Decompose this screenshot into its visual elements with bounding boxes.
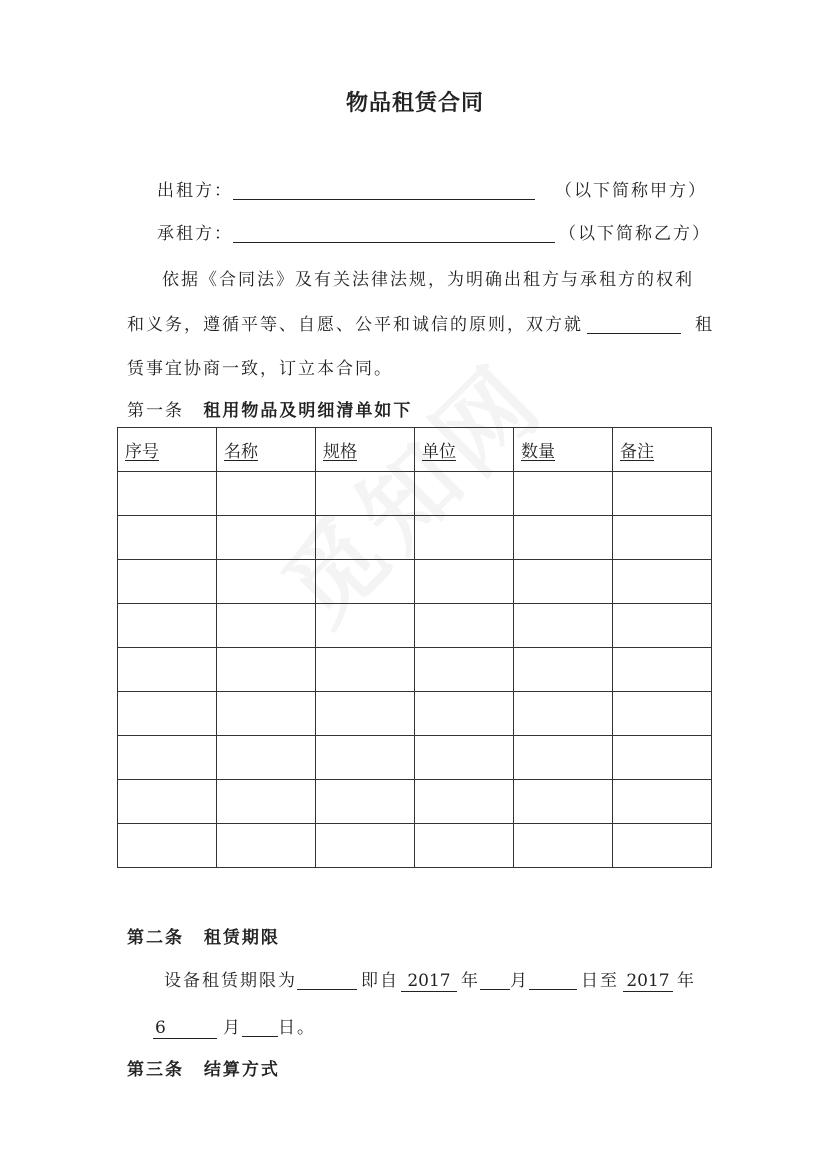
contract-title: 物品租赁合同 bbox=[345, 91, 484, 116]
header-serial: 序号 bbox=[118, 428, 217, 472]
table-cell[interactable] bbox=[514, 692, 613, 736]
table-cell[interactable] bbox=[514, 824, 613, 868]
start-month-field[interactable] bbox=[480, 971, 510, 990]
table-row bbox=[118, 824, 712, 868]
table-cell[interactable] bbox=[415, 736, 514, 780]
table-cell[interactable] bbox=[613, 736, 712, 780]
table-row bbox=[118, 560, 712, 604]
table-cell[interactable] bbox=[415, 780, 514, 824]
lessor-name-field[interactable] bbox=[233, 181, 535, 200]
table-cell[interactable] bbox=[217, 780, 316, 824]
preamble-line-1: 依据《合同法》及有关法律法规，为明确出租方与承租方的权利 bbox=[162, 270, 694, 290]
table-cell[interactable] bbox=[217, 648, 316, 692]
term-text-2: 即自 bbox=[361, 971, 399, 991]
article-3-title: 结算方式 bbox=[203, 1060, 280, 1080]
article-3-label: 第三条 bbox=[127, 1060, 184, 1080]
lease-duration-field[interactable] bbox=[297, 971, 357, 990]
header-quantity: 数量 bbox=[514, 428, 613, 472]
table-cell[interactable] bbox=[316, 516, 415, 560]
table-cell[interactable] bbox=[316, 604, 415, 648]
lease-term-line-1 bbox=[164, 966, 696, 992]
term-text-8: 日。 bbox=[278, 1018, 316, 1038]
lessor-line bbox=[157, 176, 707, 201]
header-unit: 单位 bbox=[415, 428, 514, 472]
table-cell[interactable] bbox=[415, 516, 514, 560]
table-row bbox=[118, 472, 712, 516]
table-cell[interactable] bbox=[118, 648, 217, 692]
table-cell[interactable] bbox=[415, 604, 514, 648]
lessee-label: 承租方： bbox=[157, 224, 233, 244]
article-1-heading bbox=[127, 396, 412, 421]
lease-subject-field[interactable] bbox=[587, 315, 681, 334]
table-cell[interactable] bbox=[217, 604, 316, 648]
table-cell[interactable] bbox=[613, 604, 712, 648]
header-remarks: 备注 bbox=[613, 428, 712, 472]
table-cell[interactable] bbox=[613, 824, 712, 868]
table-cell[interactable] bbox=[316, 648, 415, 692]
table-cell[interactable] bbox=[415, 824, 514, 868]
table-cell[interactable] bbox=[118, 604, 217, 648]
table-cell[interactable] bbox=[613, 516, 712, 560]
table-row bbox=[118, 604, 712, 648]
table-cell[interactable] bbox=[217, 824, 316, 868]
table-cell[interactable] bbox=[217, 560, 316, 604]
article-1-label: 第一条 bbox=[127, 401, 184, 421]
table-cell[interactable] bbox=[316, 824, 415, 868]
table-cell[interactable] bbox=[118, 560, 217, 604]
lease-term-line-2 bbox=[153, 1013, 316, 1039]
header-spec: 规格 bbox=[316, 428, 415, 472]
table-cell[interactable] bbox=[415, 692, 514, 736]
header-name: 名称 bbox=[217, 428, 316, 472]
term-text-4: 月 bbox=[510, 971, 529, 991]
table-cell[interactable] bbox=[514, 780, 613, 824]
table-cell[interactable] bbox=[415, 472, 514, 516]
end-month-field[interactable]: 6 bbox=[153, 1018, 217, 1039]
table-cell[interactable] bbox=[415, 560, 514, 604]
table-cell[interactable] bbox=[613, 780, 712, 824]
term-text-7: 月 bbox=[223, 1018, 242, 1038]
table-cell[interactable] bbox=[217, 516, 316, 560]
preamble-text-2b: 租 bbox=[695, 315, 714, 335]
term-text-6: 年 bbox=[677, 971, 696, 991]
term-text-1: 设备租赁期限为 bbox=[164, 971, 297, 991]
table-cell[interactable] bbox=[118, 736, 217, 780]
table-cell[interactable] bbox=[118, 516, 217, 560]
article-3-heading bbox=[127, 1055, 280, 1080]
preamble-text-2a: 和义务，遵循平等、自愿、公平和诚信的原则，双方就 bbox=[127, 315, 583, 335]
lessor-label: 出租方： bbox=[157, 181, 233, 201]
table-cell[interactable] bbox=[316, 736, 415, 780]
table-cell[interactable] bbox=[514, 472, 613, 516]
table-cell[interactable] bbox=[514, 516, 613, 560]
end-year-field[interactable]: 2017 bbox=[623, 971, 673, 992]
table-row bbox=[118, 516, 712, 560]
term-text-5: 日至 bbox=[581, 971, 619, 991]
table-cell[interactable] bbox=[514, 604, 613, 648]
table-row bbox=[118, 736, 712, 780]
table-cell[interactable] bbox=[217, 692, 316, 736]
table-cell[interactable] bbox=[514, 736, 613, 780]
table-header-row bbox=[118, 428, 712, 472]
lessee-name-field[interactable] bbox=[233, 224, 555, 243]
table-cell[interactable] bbox=[613, 648, 712, 692]
table-cell[interactable] bbox=[316, 692, 415, 736]
end-day-field[interactable] bbox=[242, 1018, 278, 1037]
preamble-line-2 bbox=[127, 310, 714, 335]
table-cell[interactable] bbox=[316, 472, 415, 516]
article-2-heading bbox=[127, 923, 280, 948]
table-row bbox=[118, 780, 712, 824]
table-cell[interactable] bbox=[415, 648, 514, 692]
table-cell[interactable] bbox=[118, 824, 217, 868]
table-cell[interactable] bbox=[514, 560, 613, 604]
table-cell[interactable] bbox=[316, 560, 415, 604]
table-cell[interactable] bbox=[514, 648, 613, 692]
article-2-label: 第二条 bbox=[127, 928, 184, 948]
start-year-field[interactable]: 2017 bbox=[401, 971, 457, 992]
article-2-title: 租赁期限 bbox=[203, 928, 280, 948]
table-cell[interactable] bbox=[118, 780, 217, 824]
article-1-title: 租用物品及明细清单如下 bbox=[203, 401, 413, 421]
table-row bbox=[118, 692, 712, 736]
table-cell[interactable] bbox=[217, 736, 316, 780]
lessee-suffix: （以下简称乙方） bbox=[559, 224, 711, 244]
preamble-line-3: 赁事宜协商一致，订立本合同。 bbox=[127, 359, 393, 379]
items-table-body bbox=[118, 472, 712, 868]
term-text-3: 年 bbox=[461, 971, 480, 991]
start-day-field[interactable] bbox=[529, 971, 577, 990]
table-cell[interactable] bbox=[316, 780, 415, 824]
table-cell[interactable] bbox=[613, 472, 712, 516]
lessee-line bbox=[157, 219, 711, 244]
table-cell[interactable] bbox=[118, 472, 217, 516]
table-cell[interactable] bbox=[217, 472, 316, 516]
lessor-suffix: （以下简称甲方） bbox=[555, 181, 707, 201]
items-table bbox=[117, 427, 712, 868]
table-row bbox=[118, 648, 712, 692]
table-cell[interactable] bbox=[613, 692, 712, 736]
table-cell[interactable] bbox=[613, 560, 712, 604]
table-cell[interactable] bbox=[118, 692, 217, 736]
